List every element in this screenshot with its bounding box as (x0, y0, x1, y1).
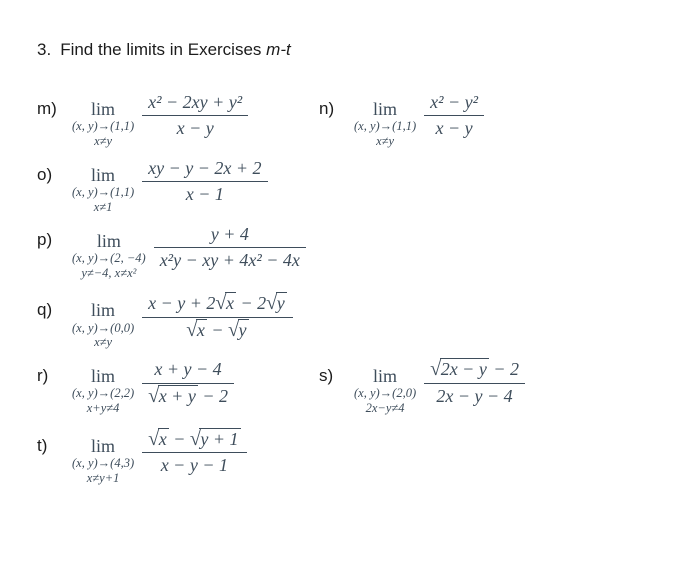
lim-word: lim (91, 366, 116, 387)
exercise-n-fraction (424, 90, 484, 142)
num-text: − 2 (235, 293, 267, 314)
denominator: x²y − xy + 4x² − 4x (154, 247, 306, 273)
exercise-p (37, 222, 668, 280)
exercise-t (37, 427, 668, 485)
sqrt-y (266, 292, 287, 313)
exercise-r (37, 357, 319, 416)
denominator: 2x − y − 4 (424, 383, 525, 409)
exercise-q-label: q) (37, 300, 53, 320)
exercise-n-label: n) (319, 98, 335, 118)
exercise-row-3 (37, 222, 668, 280)
exercise-row-2 (37, 156, 668, 214)
exercise-row-5 (37, 357, 668, 416)
exercise-o-fraction (142, 156, 267, 208)
lim-word: lim (373, 99, 398, 120)
num-text: − 2 (488, 359, 519, 380)
radical-icon: √ (430, 358, 442, 381)
sqrt-2x-minus-y (430, 358, 489, 379)
denominator: x − y (142, 115, 248, 141)
exercise-row-1 (37, 90, 668, 148)
exercise-s (319, 357, 525, 416)
lim-approach: (x, y)→(2,0) (354, 386, 417, 401)
exercise-q-limit (72, 300, 134, 350)
lim-constraint: 2x−y≠4 (365, 401, 405, 416)
exercise-s-label: s) (319, 366, 334, 386)
lim-constraint: x+y≠4 (86, 401, 120, 416)
denominator: x − 1 (142, 181, 267, 207)
exercise-n-limit (354, 99, 416, 149)
radicand: 2x − y (440, 359, 487, 380)
sqrt-x-plus-y (148, 385, 198, 406)
lim-approach: (x, y)→(2,2) (72, 386, 135, 401)
exercise-m-label: m) (37, 98, 57, 118)
radicand: x (196, 319, 205, 340)
exercise-m-limit (72, 99, 134, 149)
lim-constraint: x≠y (94, 133, 113, 148)
radical-icon: √ (148, 384, 160, 407)
numerator: x + y − 4 (154, 359, 222, 380)
exercise-q-fraction (142, 291, 293, 343)
radicand: x (158, 428, 167, 449)
exercise-s-fraction (424, 357, 525, 409)
numerator: y + 4 (210, 223, 249, 244)
exercise-q (37, 291, 668, 350)
radicand: y + 1 (200, 428, 239, 449)
exercise-o-limit (72, 165, 134, 215)
sqrt-x (186, 319, 207, 340)
lim-approach: (x, y)→(2, −4) (72, 250, 146, 265)
exercise-p-limit (72, 231, 146, 281)
exercise-m (37, 90, 319, 148)
numerator: xy − y − 2x + 2 (148, 157, 262, 178)
num-text: − (168, 428, 190, 449)
lim-constraint: x≠y (94, 335, 113, 350)
lim-constraint: x≠y (376, 133, 395, 148)
exercise-r-limit (72, 366, 134, 416)
numerator (142, 291, 293, 316)
lim-constraint: y≠−4, x≠x² (81, 265, 137, 280)
exercise-t-fraction (142, 427, 246, 479)
radicand: x (225, 293, 234, 314)
lim-constraint: x≠1 (93, 199, 113, 214)
radicand: y (276, 293, 285, 314)
exercise-r-column (37, 357, 319, 416)
denominator: x − y − 1 (142, 452, 246, 478)
denominator (142, 383, 234, 409)
numerator: x² − 2xy + y² (148, 92, 243, 112)
radical-icon: √ (189, 427, 201, 450)
exercise-row-4 (37, 291, 668, 350)
den-text: − 2 (197, 385, 228, 406)
lim-approach: (x, y)→(4,3) (72, 456, 135, 471)
radical-icon: √ (186, 318, 198, 341)
num-text: x − y + 2 (148, 293, 216, 314)
den-text: − (206, 319, 228, 340)
sqrt-y-plus-1 (190, 428, 241, 449)
exercise-p-label: p) (37, 230, 53, 250)
exercise-o-label: o) (37, 164, 53, 184)
exercise-o (37, 156, 668, 214)
sqrt-x (148, 428, 169, 449)
lim-word: lim (373, 366, 398, 387)
exercise-m-fraction (142, 90, 248, 142)
denominator: x − y (424, 115, 484, 141)
lim-word: lim (91, 300, 116, 321)
numerator (424, 357, 525, 382)
lim-word: lim (96, 230, 121, 251)
sqrt-x (215, 292, 236, 313)
radical-icon: √ (148, 427, 160, 450)
radical-icon: √ (215, 292, 227, 315)
lim-word: lim (91, 99, 116, 120)
exercise-n (319, 90, 484, 148)
sqrt-y (228, 319, 249, 340)
radical-icon: √ (227, 318, 240, 341)
denominator (142, 317, 293, 343)
exercise-t-limit (72, 436, 134, 486)
title-number: 3. (37, 40, 52, 59)
title-exercise-range: m-t (266, 40, 291, 59)
radicand: y (238, 319, 247, 340)
lim-approach: (x, y)→(1,1) (72, 185, 135, 199)
lim-approach: (x, y)→(1,1) (354, 119, 417, 134)
exercise-m-column (37, 90, 319, 148)
title-text: Find the limits in Exercises (60, 40, 262, 59)
exercise-row-6 (37, 427, 668, 485)
page-title (37, 40, 668, 60)
numerator (142, 427, 246, 452)
exercise-r-fraction (142, 357, 234, 409)
exercise-p-fraction (154, 222, 306, 274)
exercise-r-label: r) (37, 366, 49, 386)
lim-word: lim (91, 164, 116, 185)
exercise-t-label: t) (37, 435, 48, 455)
lim-constraint: x≠y+1 (86, 470, 120, 485)
lim-word: lim (91, 435, 116, 456)
radical-icon: √ (266, 292, 278, 315)
exercise-s-limit (354, 366, 416, 416)
radicand: x + y (158, 385, 196, 406)
lim-approach: (x, y)→(1,1) (72, 119, 135, 134)
numerator: x² − y² (430, 92, 479, 112)
lim-approach: (x, y)→(0,0) (72, 320, 135, 335)
